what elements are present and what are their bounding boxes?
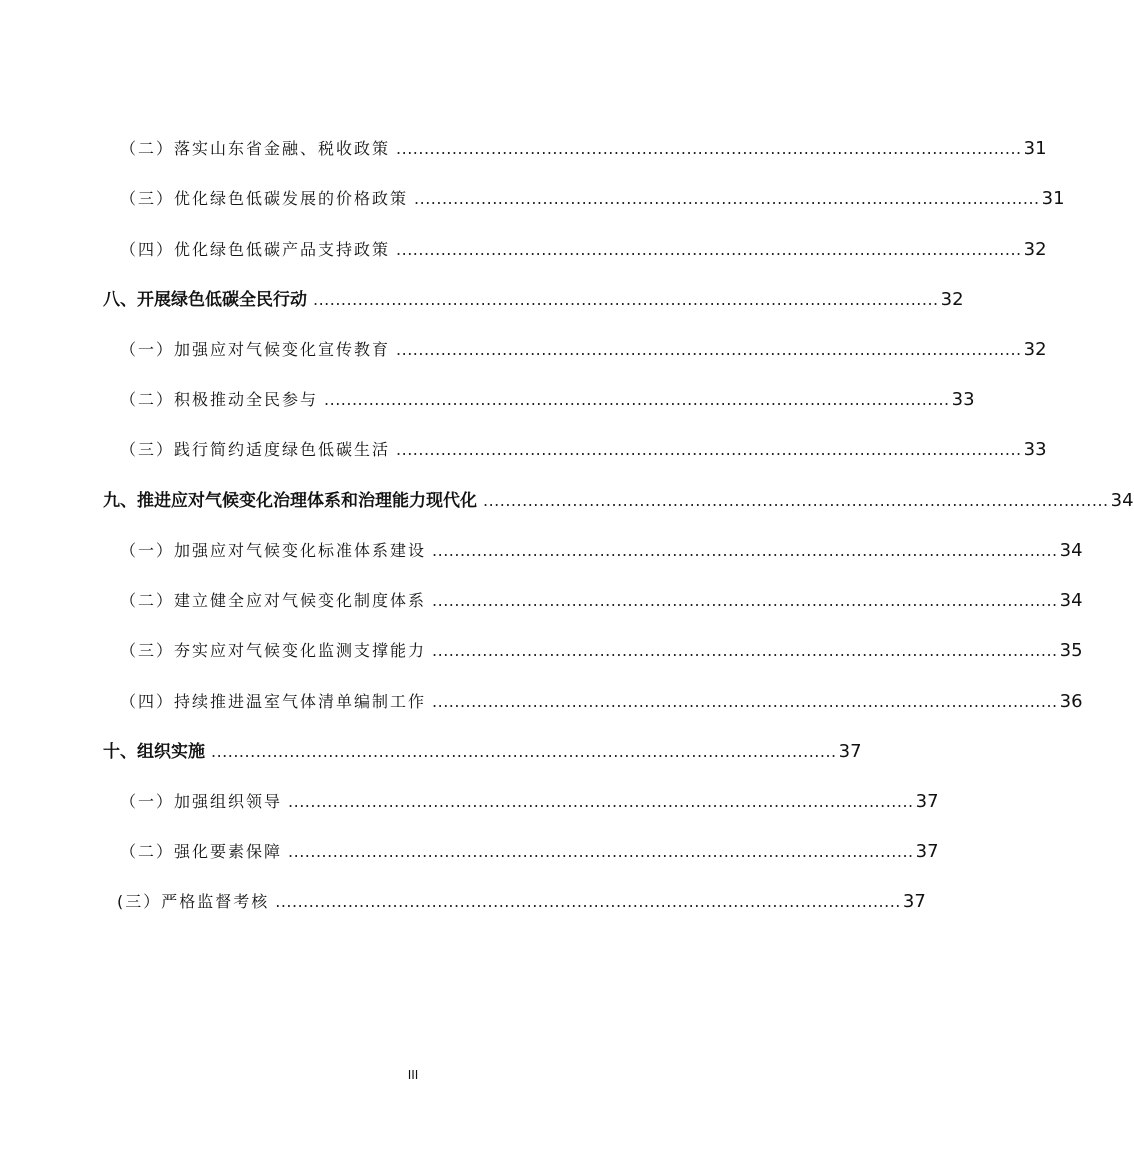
toc-entry-page: 33: [951, 389, 975, 410]
toc-entry[interactable]: [0, 331, 1047, 361]
toc-leader: ................................................................................................................: [324, 390, 950, 409]
toc-leader: ................................................................................................................: [313, 290, 939, 309]
toc-entry[interactable]: [0, 833, 939, 863]
toc-entry-label: （二）强化要素保障: [120, 842, 283, 861]
toc-leader: ................................................................................................................: [432, 692, 1058, 711]
toc-entry-label: （一）加强应对气候变化标准体系建设: [120, 541, 427, 560]
toc-entry-page: 32: [940, 289, 964, 310]
toc-entry[interactable]: [0, 180, 1065, 210]
toc-entry-label: （三）夯实应对气候变化监测支撑能力: [120, 641, 427, 660]
toc-entry-label: 九、推进应对气候变化治理体系和治理能力现代化: [103, 491, 477, 511]
toc-entry-page: 37: [902, 891, 926, 912]
toc-entry[interactable]: [0, 231, 1047, 261]
toc-leader: ................................................................................................................: [432, 641, 1058, 660]
toc-entry-label: （一）加强应对气候变化宣传教育: [120, 340, 391, 359]
toc-leader: ................................................................................................................: [483, 491, 1109, 510]
toc-entry-page: 34: [1059, 590, 1083, 611]
toc-entry-page: 37: [915, 791, 939, 812]
toc-entry[interactable]: [0, 683, 1083, 713]
toc-entry-label: （三）优化绿色低碳发展的价格政策: [120, 189, 409, 208]
toc-leader: ................................................................................................................: [432, 591, 1058, 610]
page-number-footer: III: [407, 1068, 419, 1082]
toc-entry-label: （二）积极推动全民参与: [120, 390, 319, 409]
toc-entry-label: 八、开展绿色低碳全民行动: [103, 290, 307, 310]
toc-entry-label: （三）践行简约适度绿色低碳生活: [120, 440, 391, 459]
toc-entry-label: （一）加强组织领导: [120, 792, 283, 811]
toc-entry[interactable]: [0, 130, 1047, 160]
toc-entry[interactable]: [0, 783, 939, 813]
toc-leader: ................................................................................................................: [396, 340, 1022, 359]
toc-leader: ................................................................................................................: [288, 792, 914, 811]
toc-entry[interactable]: [0, 281, 964, 311]
toc-leader: ................................................................................................................: [396, 139, 1022, 158]
toc-leader: ................................................................................................................: [275, 892, 901, 911]
toc-entry[interactable]: [0, 431, 1047, 461]
toc-entry-page: 31: [1041, 188, 1065, 209]
toc-entry-page: 32: [1023, 339, 1047, 360]
toc-leader: ................................................................................................................: [396, 240, 1022, 259]
toc-entry[interactable]: [0, 883, 926, 913]
toc-leader: ................................................................................................................: [211, 742, 837, 761]
toc-entry-page: 37: [915, 841, 939, 862]
toc-entry[interactable]: [0, 582, 1083, 612]
toc-entry-label: （二）建立健全应对气候变化制度体系: [120, 591, 427, 610]
toc-entry[interactable]: [0, 733, 862, 763]
toc-entry-label: 十、组织实施: [103, 742, 205, 762]
toc-entry[interactable]: [0, 482, 1134, 512]
toc-leader: ................................................................................................................: [288, 842, 914, 861]
toc-entry-label: （二）落实山东省金融、税收政策: [120, 139, 391, 158]
toc-entry[interactable]: [0, 381, 975, 411]
toc-entry-page: 36: [1059, 691, 1083, 712]
toc-entry-label: (三）严格监督考核: [117, 892, 270, 911]
toc-entry-label: （四）持续推进温室气体清单编制工作: [120, 692, 427, 711]
toc-entry-page: 37: [838, 741, 862, 762]
toc-entry[interactable]: [0, 532, 1083, 562]
toc-entry-page: 35: [1059, 640, 1083, 661]
toc-entry-page: 34: [1110, 490, 1134, 511]
toc-leader: ................................................................................................................: [396, 440, 1022, 459]
toc-leader: ................................................................................................................: [414, 189, 1040, 208]
toc-entry-page: 31: [1023, 138, 1047, 159]
toc-entry-page: 33: [1023, 439, 1047, 460]
toc-entry-page: 32: [1023, 239, 1047, 260]
toc-entry-page: 34: [1059, 540, 1083, 561]
toc-entry-label: （四）优化绿色低碳产品支持政策: [120, 240, 391, 259]
toc-entry[interactable]: [0, 632, 1083, 662]
toc-leader: ................................................................................................................: [432, 541, 1058, 560]
